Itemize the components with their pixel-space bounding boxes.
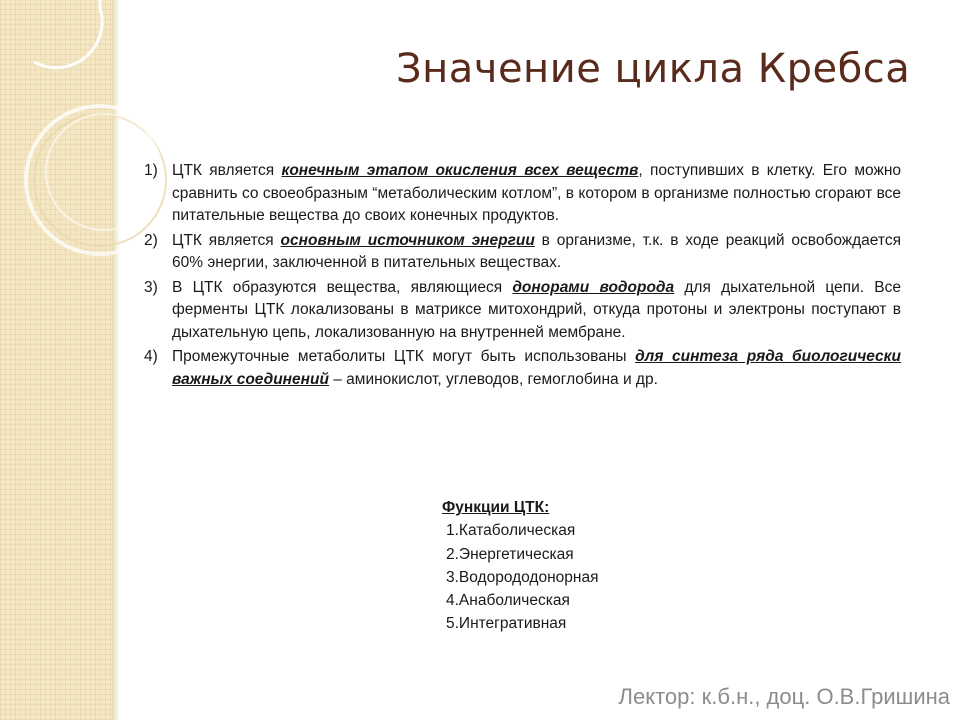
item-text-pre: Промежуточные метаболиты ЦТК могут быть использованы xyxy=(172,348,636,365)
item-emphasis: конечным этапом окисления всех веществ xyxy=(281,162,639,179)
item-number: 4) xyxy=(144,348,158,365)
item-emphasis: для синтеза ряда биологически важных соединений xyxy=(172,348,902,388)
functions-block xyxy=(442,496,598,636)
item-text xyxy=(172,230,901,275)
function-item: 2.Энергетическая xyxy=(446,545,574,563)
slide-title: Значение цикла Кребса xyxy=(396,46,911,92)
functions-heading: Функции ЦТК: xyxy=(442,499,550,516)
list-item xyxy=(144,160,901,228)
item-text-post: – аминокислот, углеводов, гемоглобина и др. xyxy=(328,370,658,388)
item-text-post: для дыхательной цепи. Все ферменты ЦТК локализованы в матриксе митохондрий, откуда протоны и электроны поступают в дыхательную цепь, локализованную на внутренней мембране. xyxy=(172,278,901,341)
item-emphasis: основным источником энергии xyxy=(280,231,535,249)
item-text-pre: ЦТК является xyxy=(172,162,282,179)
list-item xyxy=(144,230,901,275)
item-text xyxy=(172,346,901,391)
ring-arc-top xyxy=(34,0,102,68)
function-item: 5.Интегративная xyxy=(446,615,567,633)
item-text-pre: В ЦТК образуются вещества, являющиеся xyxy=(172,278,513,296)
points-list xyxy=(144,160,901,393)
item-text-post: , поступивших в клетку. Его можно сравнить со своеобразным “метаболическим котлом”, в котором в организме полностью сгорают все питательные вещества до своих конечных продуктов. xyxy=(172,162,901,224)
item-number: 3) xyxy=(144,278,158,296)
list-item xyxy=(144,346,901,391)
function-item: 3.Водорододонорная xyxy=(446,568,599,586)
function-item: 4.Анаболическая xyxy=(446,592,570,610)
item-number: 1) xyxy=(144,162,158,179)
item-text xyxy=(172,160,901,228)
item-number: 2) xyxy=(144,231,158,249)
lecturer-footer: Лектор: к.б.н., доц. О.В.Гришина xyxy=(618,684,950,709)
list-item xyxy=(144,277,901,345)
item-text-pre: ЦТК является xyxy=(172,231,281,249)
item-text xyxy=(172,277,901,345)
item-emphasis: донорами водорода xyxy=(512,278,675,296)
function-item: 1.Катаболическая xyxy=(446,522,576,540)
item-text-post: в организме, т.к. в ходе реакций освобождается 60% энергии, заключенной в питательных веществах. xyxy=(172,231,901,271)
